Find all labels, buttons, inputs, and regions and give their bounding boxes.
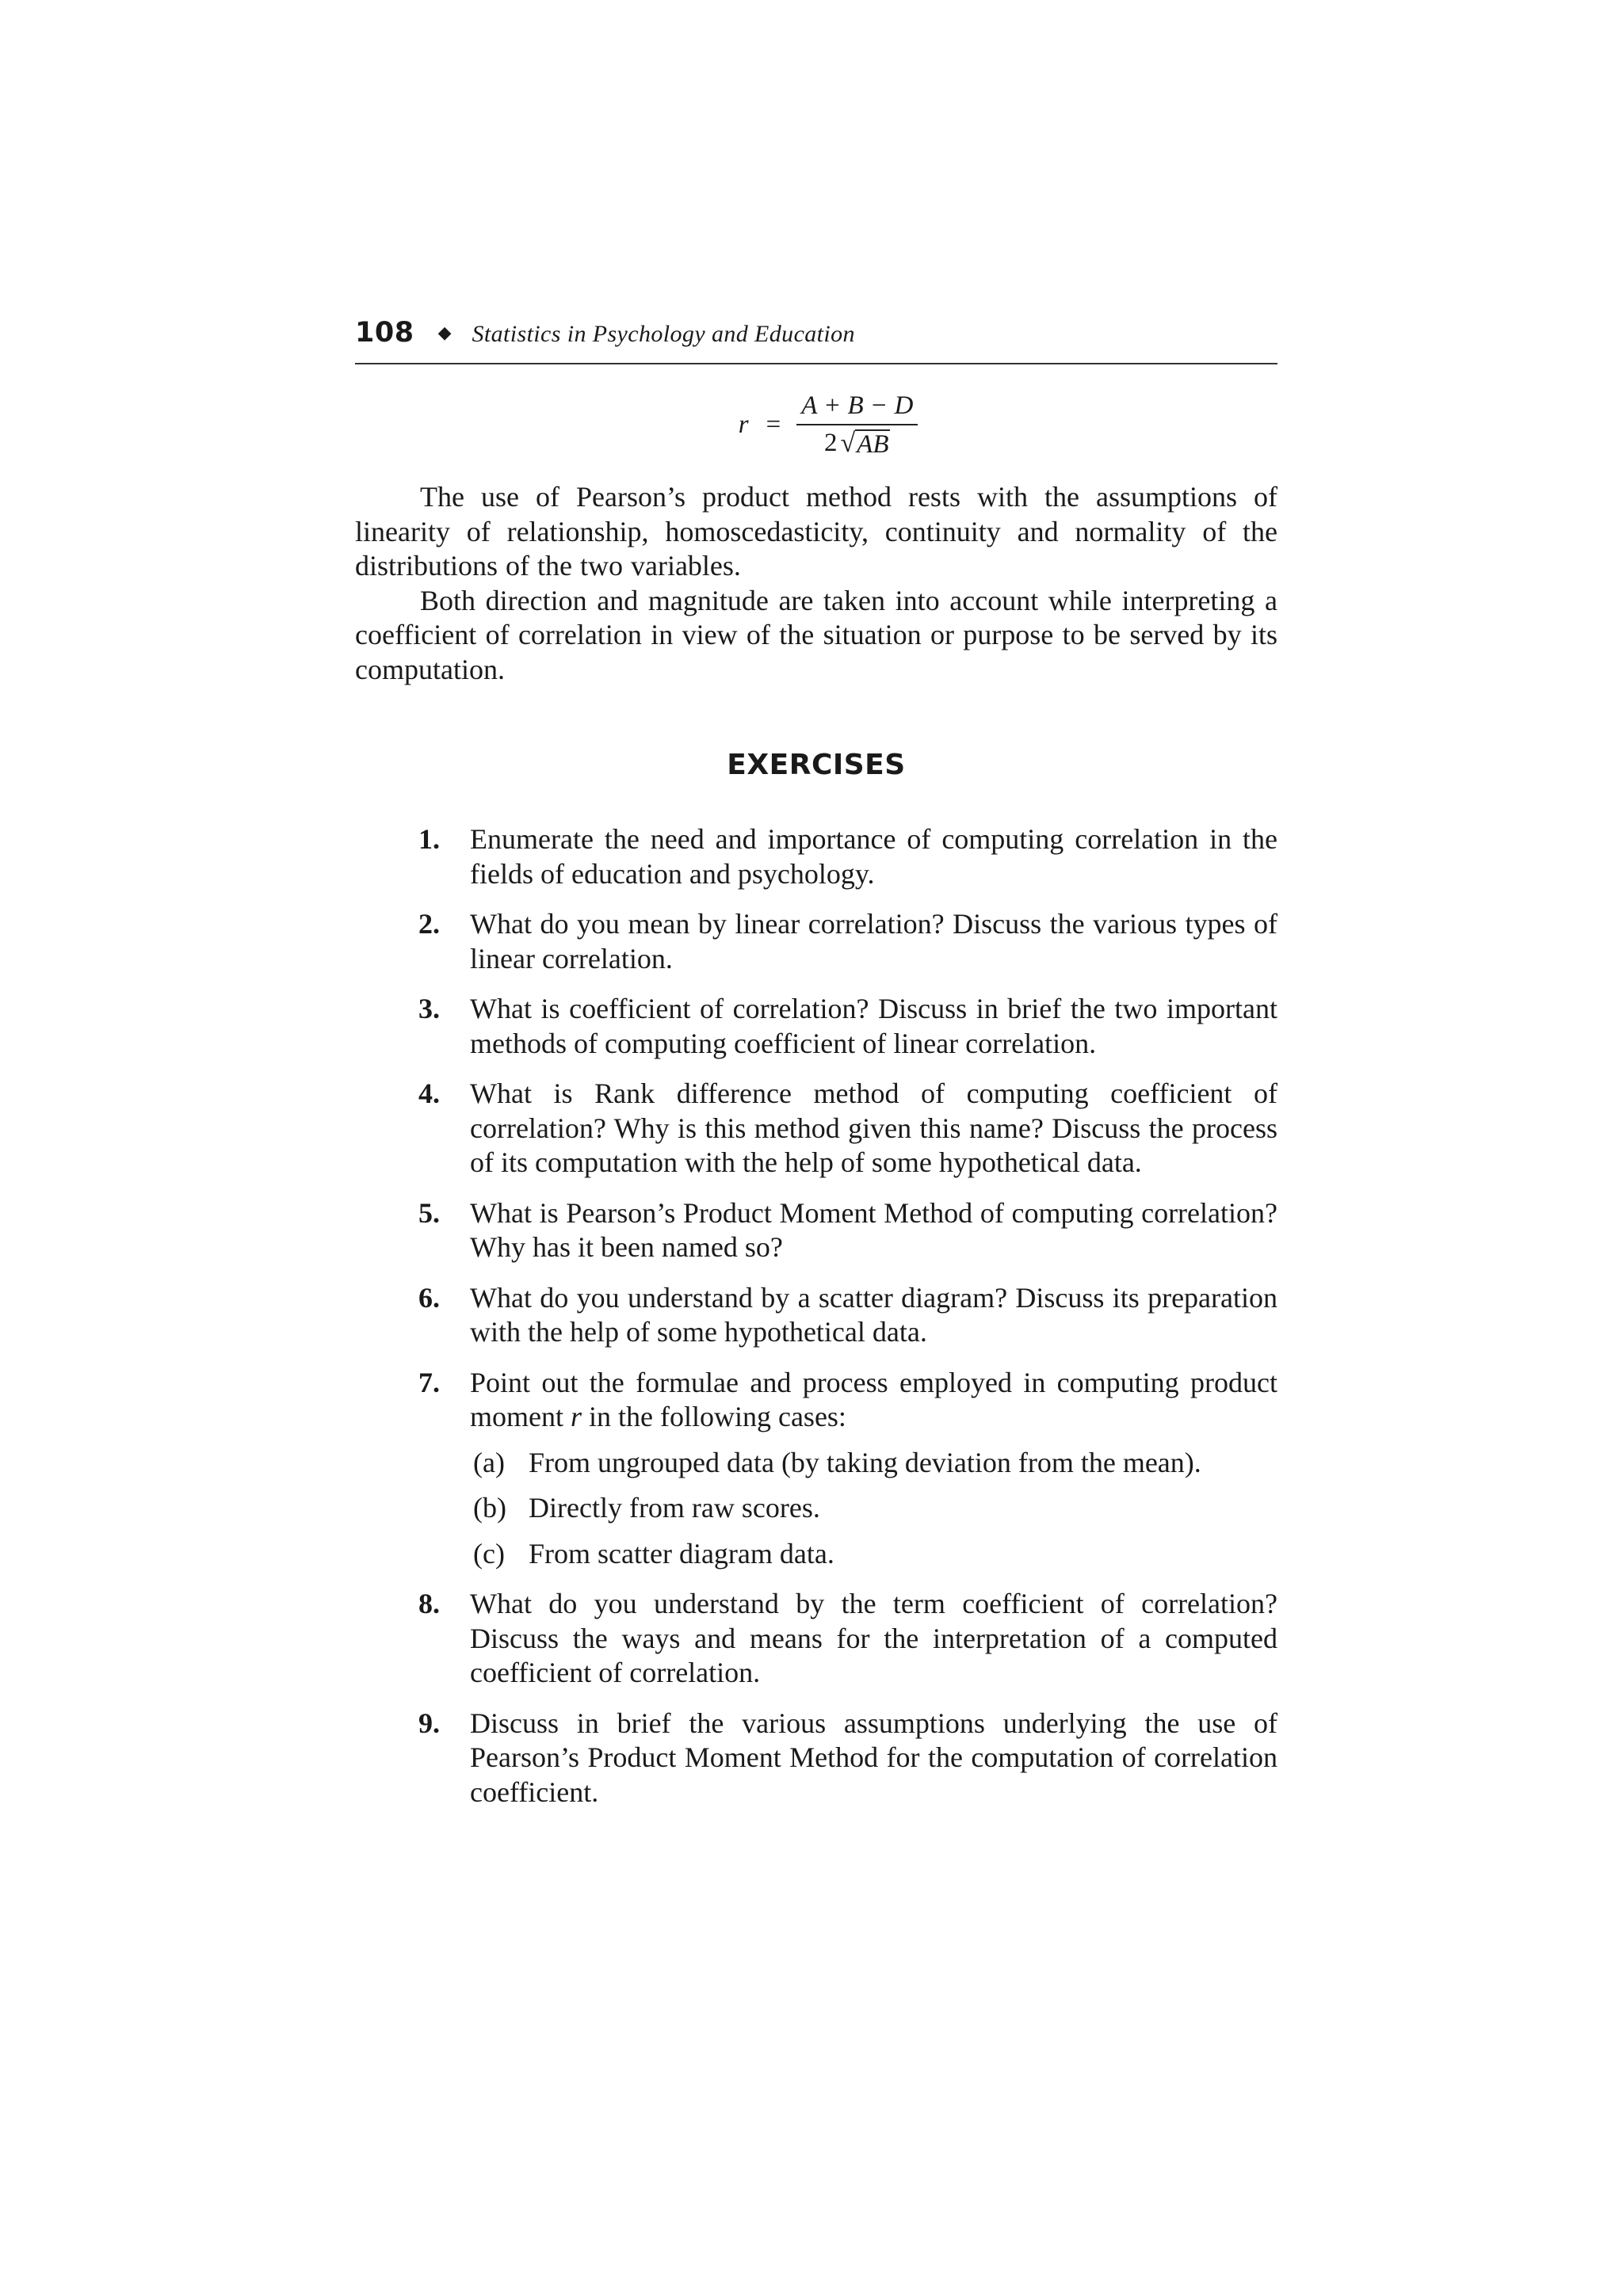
exercise-text: What is coefficient of correlation? Discuss in brief the two important methods of computing coefficient of linear correlation. <box>470 993 1277 1059</box>
exercise-item <box>355 1281 1277 1350</box>
sub-item-text: From scatter diagram data. <box>529 1537 834 1569</box>
exercise-number: 9. <box>418 1707 440 1739</box>
sub-item <box>470 1491 1277 1526</box>
body-paragraph: The use of Pearson’s product method rests with the assumptions of linearity of relationship, homoscedasticity, continuity and normality of the distributions of the two variables. <box>355 481 1277 582</box>
exercise-text: What do you understand by a scatter diagram? Discuss its preparation with the help of some hypothetical data. <box>470 1281 1277 1348</box>
sub-item-list <box>470 1446 1277 1572</box>
formula-equals: = <box>766 410 781 439</box>
exercise-item <box>355 992 1277 1061</box>
exercise-number: 1. <box>418 823 440 855</box>
exercise-number: 3. <box>418 993 440 1024</box>
body-paragraph: Both direction and magnitude are taken into account while interpreting a coefficient of correlation in view of the situation or purpose to be served by its computation. <box>355 584 1277 685</box>
exercise-text: What is Pearson’s Product Moment Method of computing correlation? Why has it been named so? <box>470 1196 1277 1263</box>
diamond-icon: ◆ <box>437 322 452 342</box>
variable-r: r <box>570 1401 582 1432</box>
formula-numerator: A + B − D <box>796 391 918 425</box>
exercise-text <box>470 1366 1277 1435</box>
sub-item <box>470 1537 1277 1572</box>
exercise-text: What do you understand by the term coefficient of correlation? Discuss the ways and means for the interpretation of a computed coefficient of correlation. <box>470 1588 1277 1688</box>
exercise-text: What do you mean by linear correlation? Discuss the various types of linear correlation. <box>470 908 1277 974</box>
exercise-number: 5. <box>418 1196 440 1229</box>
formula-lhs: r <box>738 410 749 439</box>
page-number: 108 <box>355 317 414 349</box>
exercise-item <box>355 1196 1277 1265</box>
book-page <box>355 317 1277 1825</box>
sub-item-label: (a) <box>473 1446 505 1478</box>
sub-item-text: Directly from raw scores. <box>529 1492 820 1524</box>
running-title: Statistics in Psychology and Education <box>472 321 855 347</box>
sub-item-label: (b) <box>473 1492 506 1524</box>
formula-radicand: AB <box>857 429 889 459</box>
exercise-text: Enumerate the need and importance of computing correlation in the fields of education and psychology. <box>470 823 1277 890</box>
formula-denominator <box>824 425 891 459</box>
exercise-text: Discuss in brief the various assumptions underlying the use of Pearson’s Product Moment Method for the computation of correlation coefficient. <box>470 1707 1277 1808</box>
exercise-text-part: in the following cases: <box>582 1401 846 1432</box>
exercise-item <box>355 907 1277 976</box>
running-header <box>355 317 1277 364</box>
exercises-heading: EXERCISES <box>727 749 906 781</box>
sub-item-label: (c) <box>473 1537 505 1569</box>
exercise-item <box>355 1077 1277 1180</box>
correlation-formula <box>355 388 1277 461</box>
exercise-item <box>355 1707 1277 1810</box>
exercise-item <box>355 1366 1277 1572</box>
exercise-number: 4. <box>418 1077 440 1109</box>
exercise-number: 7. <box>418 1366 440 1398</box>
exercise-number: 2. <box>418 908 440 940</box>
exercise-number: 6. <box>418 1281 440 1314</box>
exercise-text: What is Rank difference method of computing coefficient of correlation? Why is this method given this name? Discuss the process of its computation with the help of some hypothetical data. <box>470 1077 1277 1178</box>
exercise-item <box>355 1587 1277 1691</box>
square-root-icon: √ <box>840 428 856 458</box>
sub-item-text: From ungrouped data (by taking deviation from the mean). <box>529 1446 1201 1478</box>
formula-fraction <box>796 391 918 459</box>
exercise-list <box>355 822 1277 1810</box>
exercise-number: 8. <box>418 1588 440 1619</box>
sub-item <box>470 1446 1277 1481</box>
formula-coefficient: 2 <box>823 429 838 457</box>
exercise-item <box>355 822 1277 891</box>
exercise-text-part: Point out the formulae and process employed in computing product moment <box>470 1366 1277 1432</box>
